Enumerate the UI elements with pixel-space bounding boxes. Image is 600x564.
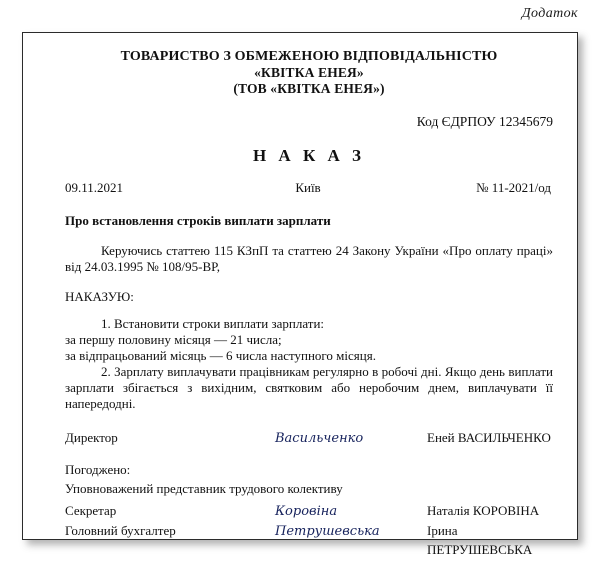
attachment-annotation: Додаток [521, 6, 578, 21]
secretary-title: Секретар [65, 503, 117, 518]
approval-label: Погоджено: [65, 462, 131, 477]
document-preamble: Керуючись статтею 115 КЗпП та статтею 24 Закону України «Про оплату праці» від 24.03.1995 № 108/95-ВР, [65, 243, 553, 274]
clause-1-intro: 1. Встановити строки виплати зарплати: [101, 316, 325, 331]
approval-signature-rows [63, 501, 555, 559]
secretary-name: Наталія КОРОВІНА [427, 503, 540, 518]
organization-brand-name: «КВІТКА ЕНЕЯ» [254, 65, 364, 80]
clause-1-sub-1: за першу половину місяця — 21 числа; [65, 332, 282, 347]
accountant-signature-mark [275, 521, 427, 541]
document-body [23, 33, 577, 557]
director-signature-text: Васильченко [275, 431, 364, 446]
secretary-signature-mark [275, 501, 427, 521]
signature-row-secretary [63, 501, 555, 521]
organization-header [63, 49, 555, 97]
document-meta-row [63, 180, 555, 196]
director-signature-block [63, 428, 555, 448]
director-name: Еней ВАСИЛЬЧЕНКО [427, 430, 551, 445]
document-subject: Про встановлення строків виплати зарплати [65, 213, 331, 228]
organization-name-full: ТОВАРИСТВО З ОБМЕЖЕНОЮ ВІДПОВІДАЛЬНІСТЮ [120, 49, 498, 64]
secretary-signature-text: Коровіна [275, 504, 338, 519]
document-city: Київ [295, 180, 321, 195]
document-page [22, 32, 578, 557]
order-directive-word: НАКАЗУЮ: [65, 289, 134, 304]
accountant-signature-text: Петрушевська [275, 524, 380, 539]
director-signature-mark [275, 428, 427, 448]
order-clauses [63, 316, 555, 412]
document-number: № 11-2021/од [476, 180, 552, 195]
accountant-name: Ірина ПЕТРУШЕВСЬКА [427, 523, 533, 557]
approval-role: Уповноважений представник трудового колективу [65, 481, 343, 496]
accountant-title: Головний бухгалтер [65, 523, 176, 538]
signature-row-director [63, 428, 555, 448]
document-type-heading: Н А К А З [252, 146, 366, 165]
signature-row-accountant [63, 521, 555, 559]
clause-1-sub-2: за відпрацьований місяць — 6 числа наступного місяця. [65, 348, 376, 363]
director-title: Директор [65, 430, 118, 445]
document-date: 09.11.2021 [65, 180, 124, 195]
clause-2: 2. Зарплату виплачувати працівникам регулярно в робочі дні. Якщо день виплати зарплати збігається з вихідним, святковим або неробочим днем, виплачувати її напередодні. [65, 364, 553, 411]
edrpou-code: Код ЄДРПОУ 12345679 [416, 114, 553, 129]
organization-short-name: (ТОВ «КВІТКА ЕНЕЯ») [233, 81, 385, 96]
